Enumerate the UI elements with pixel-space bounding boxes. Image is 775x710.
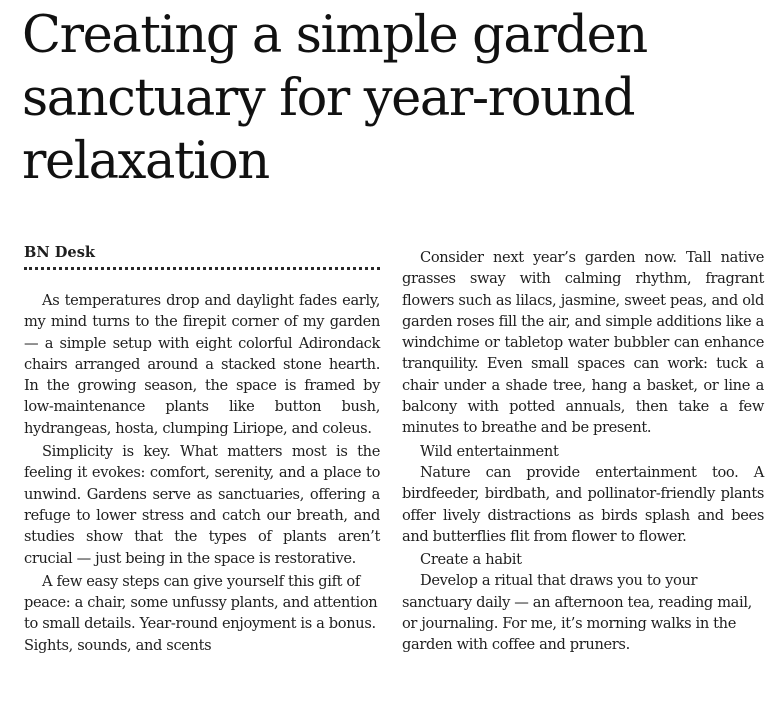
body-paragraph: A few easy steps can give yourself this gift of peace: a chair, some unfussy plants, and attention to small details. Year-round enjoyment is a bonus. Sights, sounds, and scents [24,572,378,654]
body-paragraph: Develop a ritual that draws you to your sanctuary daily — an afternoon tea, reading mail, or journaling. For me, it’s morning walks in the garden with coffee and pruners. [402,572,752,654]
byline: BN Desk [24,243,380,270]
body-paragraph: As temperatures drop and daylight fades early, my mind turns to the firepit corner of my garden — a simple setup with eight colorful Adirondack chairs arranged around a stacked stone hearth. In the growing season, the space is framed by low-maintenance plants like button bush, hydrangeas, hosta, clumping Liriope, and coleus. [24,292,380,437]
left-column [24,243,380,658]
subhead-create-a-habit: Create a habit [420,551,522,569]
headline: Creating a simple garden sanctuary for year-round relaxation [22,6,647,191]
body-paragraph: Consider next year’s garden now. Tall native grasses sway with calming rhythm, fragrant flowers such as lilacs, jasmine, sweet peas, and old garden roses fill the air, and simple additions like a windchime or tabletop water bubbler can enhance tranquility. Even small spaces can work: tuck a chair under a shade tree, hang a basket, or line a balcony with potted annuals, then take a few minutes to breathe and be present. [402,249,764,437]
body-paragraph: Nature can provide entertainment too. A birdfeeder, birdbath, and pollinator-friendly plants offer lively distractions as birds splash and bees and butterflies flit from flower to flower. [402,463,764,545]
body-paragraph: Simplicity is key. What matters most is the feeling it evokes: comfort, serenity, and a place to unwind. Gardens serve as sanctuaries, offering a refuge to lower stress and catch our breath, and studies show that the types of plants aren’t crucial — just being in the space is restorative. [24,443,380,567]
subhead-wild-entertainment: Wild entertainment [420,442,559,460]
right-column [402,247,764,658]
